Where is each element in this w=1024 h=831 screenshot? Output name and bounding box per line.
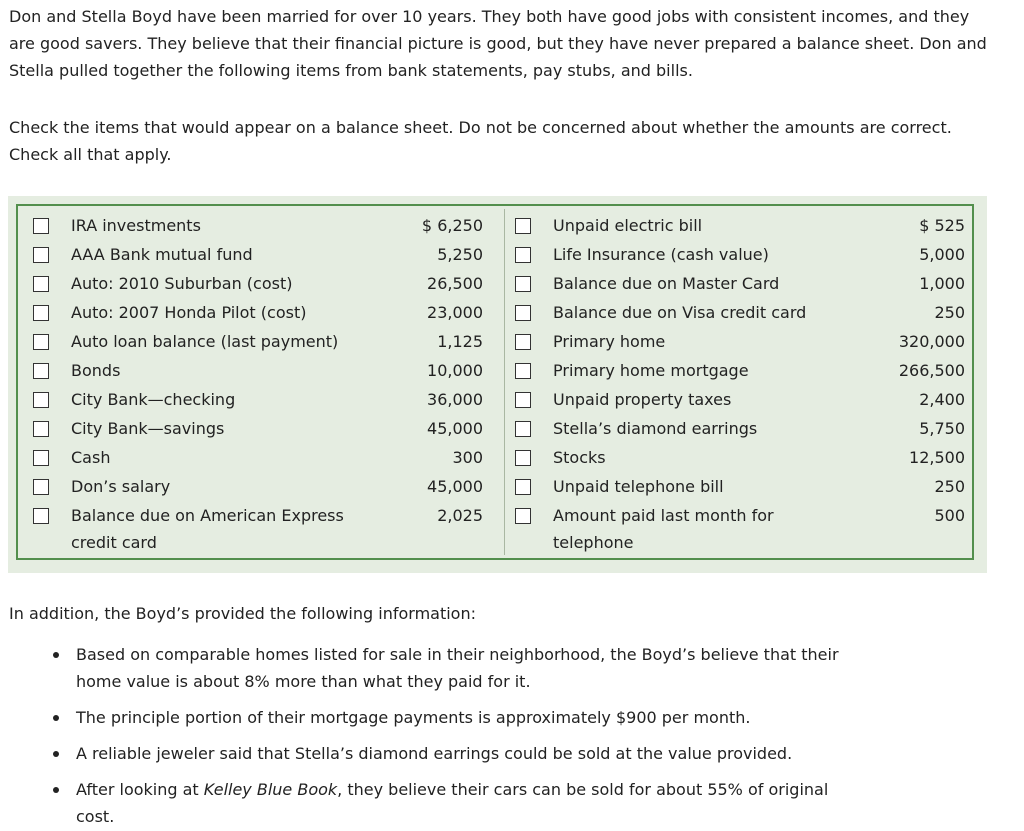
- list-item: [0, 704, 866, 731]
- item-amount: 45,000: [427, 419, 483, 438]
- item-label: Auto loan balance (last payment): [71, 332, 339, 351]
- checkbox[interactable]: [515, 276, 531, 292]
- checkbox[interactable]: [515, 218, 531, 234]
- item-label: IRA investments: [71, 216, 201, 235]
- item-label: Bonds: [71, 361, 121, 380]
- checklist-item: [515, 328, 965, 357]
- item-amount: 250: [934, 303, 965, 322]
- list-item: [0, 740, 866, 767]
- checkbox[interactable]: [515, 450, 531, 466]
- checklist-item: [515, 241, 965, 270]
- list-item: [0, 776, 866, 830]
- checklist-item: [515, 212, 965, 241]
- book-title: Kelley Blue Book: [203, 780, 338, 799]
- checklist-item: [33, 328, 483, 357]
- checklist-item: [33, 502, 483, 558]
- bullet-text-part: After looking at: [76, 780, 204, 799]
- item-label: City Bank—savings: [71, 419, 225, 438]
- checklist-item: [33, 299, 483, 328]
- checklist-item: [515, 502, 965, 558]
- checklist-item: [515, 473, 965, 502]
- checklist-item: [515, 299, 965, 328]
- checkbox[interactable]: [33, 276, 49, 292]
- bullet-text: Based on comparable homes listed for sale in their neighborhood, the Boyd’s believe that their home value is about 8% more than what they paid for it.: [76, 645, 839, 691]
- checkbox[interactable]: [515, 247, 531, 263]
- item-label: Life Insurance (cash value): [553, 245, 769, 264]
- item-amount: 36,000: [427, 390, 483, 409]
- item-label: Primary home mortgage: [553, 361, 749, 380]
- item-label: AAA Bank mutual fund: [71, 245, 253, 264]
- checklist-item: [515, 270, 965, 299]
- bullet-icon: [53, 652, 59, 658]
- checkbox[interactable]: [515, 421, 531, 437]
- checklist-item: [515, 444, 965, 473]
- item-label: Stella’s diamond earrings: [553, 419, 758, 438]
- item-amount: 2,400: [919, 390, 965, 409]
- item-label: Unpaid telephone bill: [553, 477, 724, 496]
- item-amount: 45,000: [427, 477, 483, 496]
- item-amount: 5,750: [919, 419, 965, 438]
- additional-info-list: [0, 641, 866, 830]
- item-amount: 1,125: [437, 332, 483, 351]
- list-item: [0, 641, 866, 695]
- item-label: Auto: 2010 Suburban (cost): [71, 274, 293, 293]
- item-label: Amount paid last month for telephone: [553, 506, 774, 552]
- checklist-item: [33, 386, 483, 415]
- checkbox[interactable]: [515, 363, 531, 379]
- item-amount: 500: [934, 506, 965, 525]
- item-amount: 5,000: [919, 245, 965, 264]
- additional-info-heading: In addition, the Boyd’s provided the following information:: [9, 604, 476, 623]
- bullet-icon: [53, 751, 59, 757]
- checkbox[interactable]: [33, 508, 49, 524]
- checkbox[interactable]: [33, 421, 49, 437]
- bullet-text: [76, 776, 866, 830]
- instructions: [9, 114, 999, 168]
- item-amount: 26,500: [427, 274, 483, 293]
- item-amount: 5,250: [437, 245, 483, 264]
- item-amount: 1,000: [919, 274, 965, 293]
- checklist-left-column: [33, 212, 483, 558]
- item-amount: $ 525: [919, 216, 965, 235]
- item-label: Balance due on American Express credit card: [71, 506, 344, 552]
- column-divider: [504, 209, 505, 555]
- checklist-right-column: [515, 212, 965, 558]
- checkbox[interactable]: [33, 305, 49, 321]
- item-label: Stocks: [553, 448, 606, 467]
- intro-paragraph: Don and Stella Boyd have been married for over 10 years. They both have good jobs with consistent incomes, and they are good savers. They believe that their financial picture is good, but they have never prepared a balance sheet. Don and Stella pulled together the following items from bank statements, pay stubs, and bills.: [9, 7, 987, 80]
- instructions-line-1: Check the items that would appear on a balance sheet. Do not be concerned about whether the amounts are correct.: [9, 118, 952, 137]
- item-amount: 300: [452, 448, 483, 467]
- item-amount: 320,000: [898, 332, 965, 351]
- checkbox[interactable]: [515, 479, 531, 495]
- checkbox[interactable]: [33, 363, 49, 379]
- item-label: Auto: 2007 Honda Pilot (cost): [71, 303, 307, 322]
- item-amount: 2,025: [437, 506, 483, 525]
- checklist-item: [33, 357, 483, 386]
- checkbox[interactable]: [33, 450, 49, 466]
- checkbox[interactable]: [515, 392, 531, 408]
- checklist-item: [33, 241, 483, 270]
- checkbox[interactable]: [515, 305, 531, 321]
- item-label: Unpaid property taxes: [553, 390, 732, 409]
- checklist-item: [515, 415, 965, 444]
- checkbox[interactable]: [33, 334, 49, 350]
- item-amount: 23,000: [427, 303, 483, 322]
- item-label: Balance due on Visa credit card: [553, 303, 807, 322]
- bullet-icon: [53, 787, 59, 793]
- item-amount: 266,500: [898, 361, 965, 380]
- checklist-item: [33, 444, 483, 473]
- item-label: Cash: [71, 448, 111, 467]
- checkbox[interactable]: [515, 334, 531, 350]
- checkbox[interactable]: [33, 218, 49, 234]
- checkbox[interactable]: [33, 479, 49, 495]
- bullet-text: The principle portion of their mortgage payments is approximately $900 per month.: [76, 708, 751, 727]
- item-label: Unpaid electric bill: [553, 216, 703, 235]
- instructions-line-2: Check all that apply.: [9, 145, 172, 164]
- checklist-item: [515, 357, 965, 386]
- checkbox[interactable]: [33, 247, 49, 263]
- item-amount: $ 6,250: [421, 216, 483, 235]
- bullet-icon: [53, 715, 59, 721]
- checklist-item: [33, 212, 483, 241]
- item-label: City Bank—checking: [71, 390, 236, 409]
- bullet-text: A reliable jeweler said that Stella’s diamond earrings could be sold at the value provided.: [76, 744, 793, 763]
- checklist-item: [33, 415, 483, 444]
- checklist-item: [33, 473, 483, 502]
- item-amount: 10,000: [427, 361, 483, 380]
- item-amount: 12,500: [909, 448, 965, 467]
- item-label: Don’s salary: [71, 477, 171, 496]
- bullet-text-part: , they believe their cars can be sold for about 55% of original cost.: [76, 780, 829, 826]
- item-label: Primary home: [553, 332, 666, 351]
- item-label: Balance due on Master Card: [553, 274, 780, 293]
- item-amount: 250: [934, 477, 965, 496]
- checkbox[interactable]: [33, 392, 49, 408]
- checklist-item: [515, 386, 965, 415]
- checklist-item: [33, 270, 483, 299]
- checkbox[interactable]: [515, 508, 531, 524]
